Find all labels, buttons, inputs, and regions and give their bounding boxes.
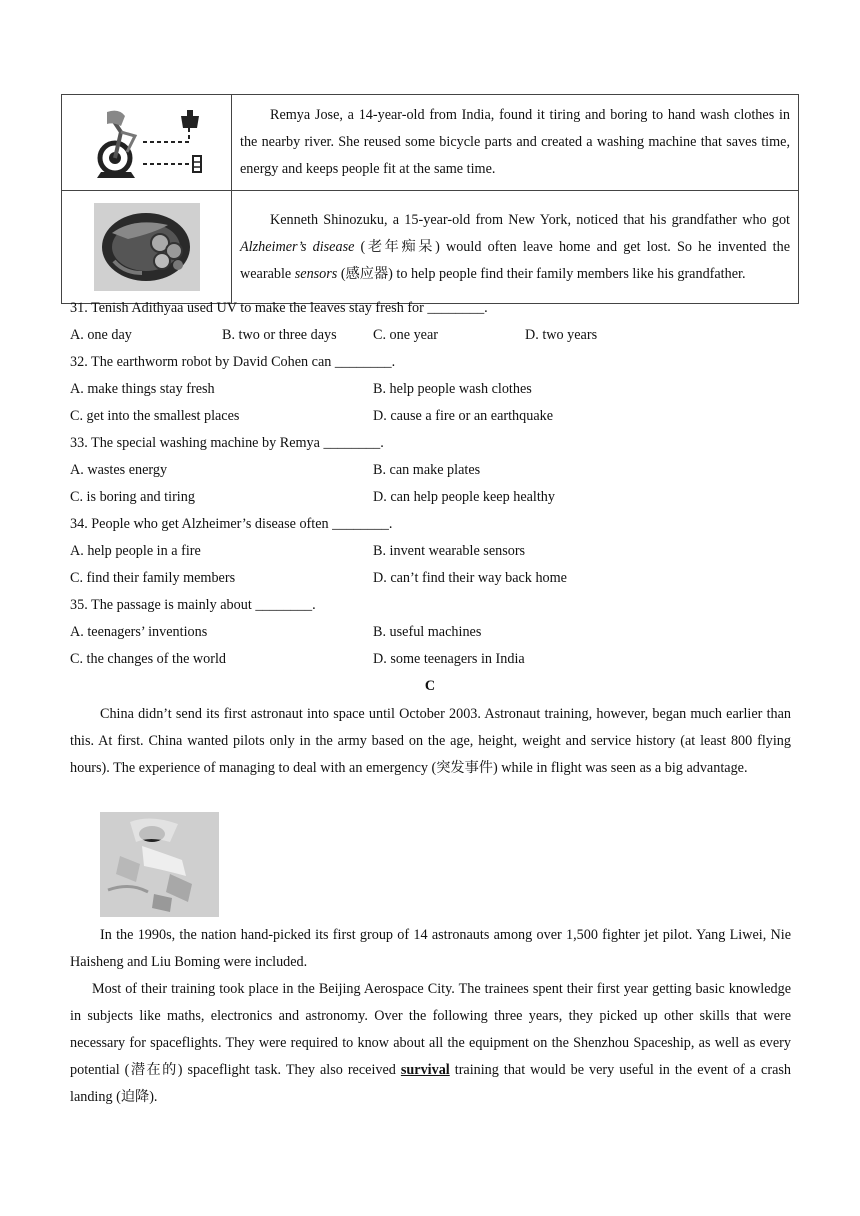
- q34-option-c[interactable]: C. find their family members: [70, 570, 236, 586]
- q31-option-a[interactable]: A. one day: [70, 327, 132, 343]
- alzheimers-term: Alzheimer’s disease: [240, 238, 355, 255]
- inventions-table: [61, 94, 799, 304]
- question-31-stem: 31. Tenish Adithyaa used UV to make the leaves stay fresh for ________.: [70, 300, 488, 316]
- remya-description: Remya Jose, a 14-year-old from India, found it tiring and boring to hand wash clothes in the nearby river. She reused some bicycle parts and created a washing machine that saves time, energy and keeps people fit at the same time.: [232, 95, 799, 191]
- section-c-paragraph-2: In the 1990s, the nation hand-picked its first group of 14 astronauts among over 1,500 fighter jet pilot. Yang Liwei, Nie Haisheng and Liu Boming were included.: [70, 927, 791, 970]
- q35-option-b[interactable]: B. useful machines: [373, 624, 482, 640]
- q35-option-a[interactable]: A. teenagers’ inventions: [70, 624, 208, 640]
- astronaut-training-image: [100, 812, 219, 917]
- q34-option-d[interactable]: D. can’t find their way back home: [373, 570, 567, 586]
- q33-option-b[interactable]: B. can make plates: [373, 462, 481, 478]
- image-cell: [62, 95, 232, 191]
- table-row: [62, 191, 799, 304]
- q32-option-c[interactable]: C. get into the smallest places: [70, 408, 240, 424]
- kenneth-text-2: (老年痴呆) would often leave home and get lost. So he invented the wearable: [240, 238, 790, 282]
- kenneth-text-1: Kenneth Shinozuku, a 15-year-old from New York, noticed that his grandfather who got: [270, 211, 790, 228]
- section-c-paragraph-1: China didn’t send its first astronaut into space until October 2003. Astronaut training, however, began much earlier than this. At first. China wanted pilots only in the army based on the age, height, weight and service history (at least 800 flying hours). The experience of managing to deal with an emergency (突发事件) while in flight was seen as a big advantage.: [70, 706, 791, 776]
- bicycle-washing-machine-image: [77, 102, 217, 184]
- q32-option-d[interactable]: D. cause a fire or an earthquake: [373, 408, 554, 424]
- q33-option-a[interactable]: A. wastes energy: [70, 462, 168, 478]
- question-35-stem: 35. The passage is mainly about ________.: [70, 597, 316, 613]
- q32-option-b[interactable]: B. help people wash clothes: [373, 381, 532, 397]
- q34-option-b[interactable]: B. invent wearable sensors: [373, 543, 526, 559]
- section-c-heading: C: [424, 678, 436, 694]
- wearable-sensor-image: [94, 203, 200, 291]
- question-33-stem: 33. The special washing machine by Remya ________.: [70, 435, 384, 451]
- question-34-stem: 34. People who get Alzheimer’s disease often ________.: [70, 516, 393, 532]
- q34-option-a[interactable]: A. help people in a fire: [70, 543, 201, 559]
- q31-option-d[interactable]: D. two years: [525, 327, 598, 343]
- image-cell: [62, 191, 232, 304]
- q31-option-b[interactable]: B. two or three days: [222, 327, 337, 343]
- kenneth-text-3: (感应器) to help people find their family members like his grandfather.: [337, 265, 746, 282]
- q33-option-c[interactable]: C. is boring and tiring: [70, 489, 195, 505]
- q35-option-d[interactable]: D. some teenagers in India: [373, 651, 525, 667]
- survival-keyword: survival: [400, 1062, 450, 1078]
- q33-option-d[interactable]: D. can help people keep healthy: [373, 489, 555, 505]
- paragraph-3-text-a: Most of their training took place in the Beijing Aerospace City. The trainees spent their first year getting basic knowledge in subjects like maths, electronics and astronomy. Over the following three years, they picked up other skills that were necessary for spaceflights. They were required to know about all the equipment on the Shenzhou Spaceship, as well as every potential (潜在的) spaceflight task. They also received: [70, 981, 791, 1078]
- question-32-stem: 32. The earthworm robot by David Cohen can ________.: [70, 354, 396, 370]
- section-c-paragraph-3: [70, 976, 791, 1111]
- kenneth-description: [232, 191, 799, 304]
- q32-option-a[interactable]: A. make things stay fresh: [70, 381, 215, 397]
- paragraph-3-text-b: training that would be very useful in the event of a crash landing (迫降).: [70, 1062, 791, 1105]
- sensors-term: sensors: [294, 265, 338, 282]
- q31-option-c[interactable]: C. one year: [373, 327, 439, 343]
- q35-option-c[interactable]: C. the changes of the world: [70, 651, 227, 667]
- table-row: [62, 95, 799, 191]
